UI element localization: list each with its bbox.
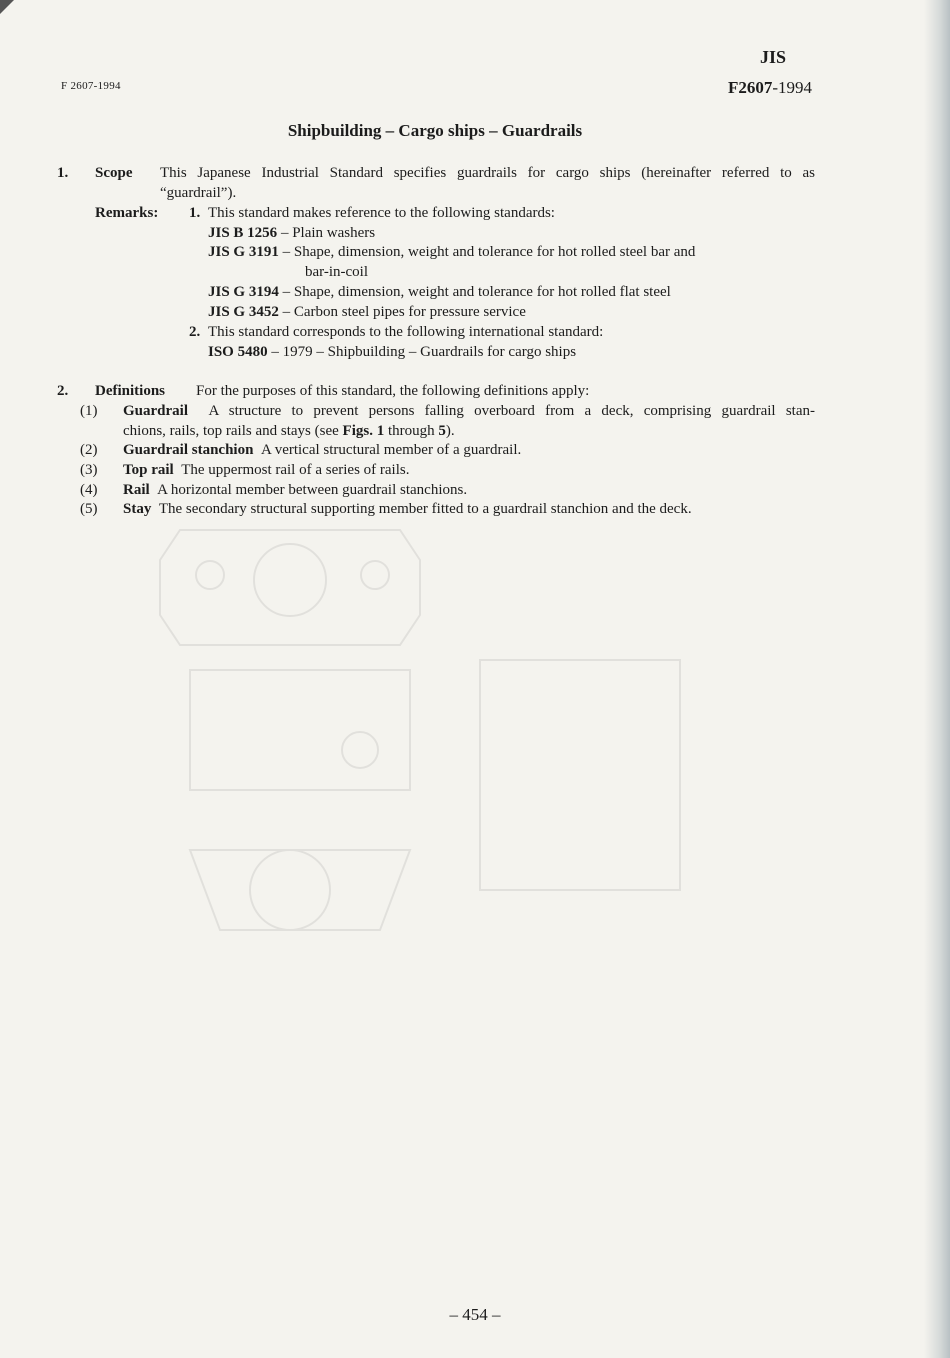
reference-desc: – Shape, dimension, weight and tolerance for hot rolled steel bar and (278, 244, 696, 260)
definition-number: (4) (80, 482, 98, 498)
definition-item (123, 499, 692, 519)
page-title: Shipbuilding – Cargo ships – Guardrails (287, 121, 583, 140)
reference-code: JIS B 1256 (208, 225, 278, 241)
bleed-through-drawing (150, 520, 710, 1000)
definition-term: Guardrail (123, 403, 189, 419)
reference-item (208, 223, 375, 243)
reference-item (208, 302, 526, 322)
reference-code: JIS G 3191 (208, 244, 279, 260)
definition-text: A vertical structural member of a guardrail. (260, 442, 522, 458)
text-span: chions, rails, top rails and stays (see (123, 423, 343, 439)
iso-code: ISO 5480 (208, 344, 268, 360)
definition-item (123, 460, 409, 480)
reference-item (208, 242, 695, 262)
section-heading-definitions: Definitions (95, 383, 166, 399)
definition-text-continuation (123, 421, 455, 441)
section-heading-scope: Scope (95, 165, 133, 181)
document-year: -1994 (772, 78, 813, 97)
reference-desc: – Shape, dimension, weight and tolerance for hot rolled flat steel (278, 284, 671, 300)
remark-number: 2. (189, 324, 201, 340)
definition-item (123, 401, 815, 421)
text-span: ). (445, 423, 455, 439)
iso-reference (208, 342, 576, 362)
definitions-intro: For the purposes of this standard, the following definitions apply: (196, 383, 590, 399)
definition-text: A horizontal member between guardrail stanchions. (157, 482, 468, 498)
reference-desc-continuation: bar-in-coil (305, 264, 369, 280)
definition-number: (2) (80, 442, 98, 458)
jis-mark: JIS (760, 47, 787, 67)
page-corner (0, 0, 14, 14)
reference-desc: – Carbon steel pipes for pressure service (278, 304, 526, 320)
definition-number: (5) (80, 501, 98, 517)
definition-item (123, 440, 521, 460)
document-number (728, 78, 812, 98)
scope-text-line1: This Japanese Industrial Standard specifies guardrails for cargo ships (hereinafter referred to as (160, 165, 815, 181)
remark-text: This standard makes reference to the following standards: (208, 205, 555, 221)
definition-number: (3) (80, 462, 98, 478)
section-number: 2. (57, 383, 69, 399)
document-code: F2607 (728, 78, 773, 97)
figure-reference: Figs. 1 (342, 423, 385, 439)
document-number-small: F 2607-1994 (61, 80, 121, 92)
page-edge-shadow (924, 0, 950, 1358)
definition-term: Stay (123, 501, 152, 517)
remark-number: 1. (189, 205, 201, 221)
definition-item (123, 480, 467, 500)
reference-desc: – Plain washers (277, 225, 376, 241)
definition-term: Guardrail stanchion (123, 442, 254, 458)
figure-reference: 5 (438, 423, 446, 439)
remarks-label: Remarks: (95, 205, 159, 221)
definition-number: (1) (80, 403, 98, 419)
scope-text-line2: “guardrail”). (160, 185, 237, 201)
page-number: – 454 – (449, 1305, 501, 1324)
reference-item (208, 282, 671, 302)
remark-text: This standard corresponds to the following international standard: (208, 324, 604, 340)
definition-term: Top rail (123, 462, 174, 478)
reference-code: JIS G 3452 (208, 304, 279, 320)
definition-term: Rail (123, 482, 150, 498)
iso-desc: – 1979 – Shipbuilding – Guardrails for cargo ships (267, 344, 577, 360)
text-span: through (384, 423, 439, 439)
section-number: 1. (57, 165, 69, 181)
definition-text: The uppermost rail of a series of rails. (181, 462, 410, 478)
definition-text: The secondary structural supporting member fitted to a guardrail stanchion and the deck. (158, 501, 692, 517)
definition-text: A structure to prevent persons falling overboard from a deck, comprising guardrail stan- (208, 403, 815, 419)
reference-code: JIS G 3194 (208, 284, 279, 300)
